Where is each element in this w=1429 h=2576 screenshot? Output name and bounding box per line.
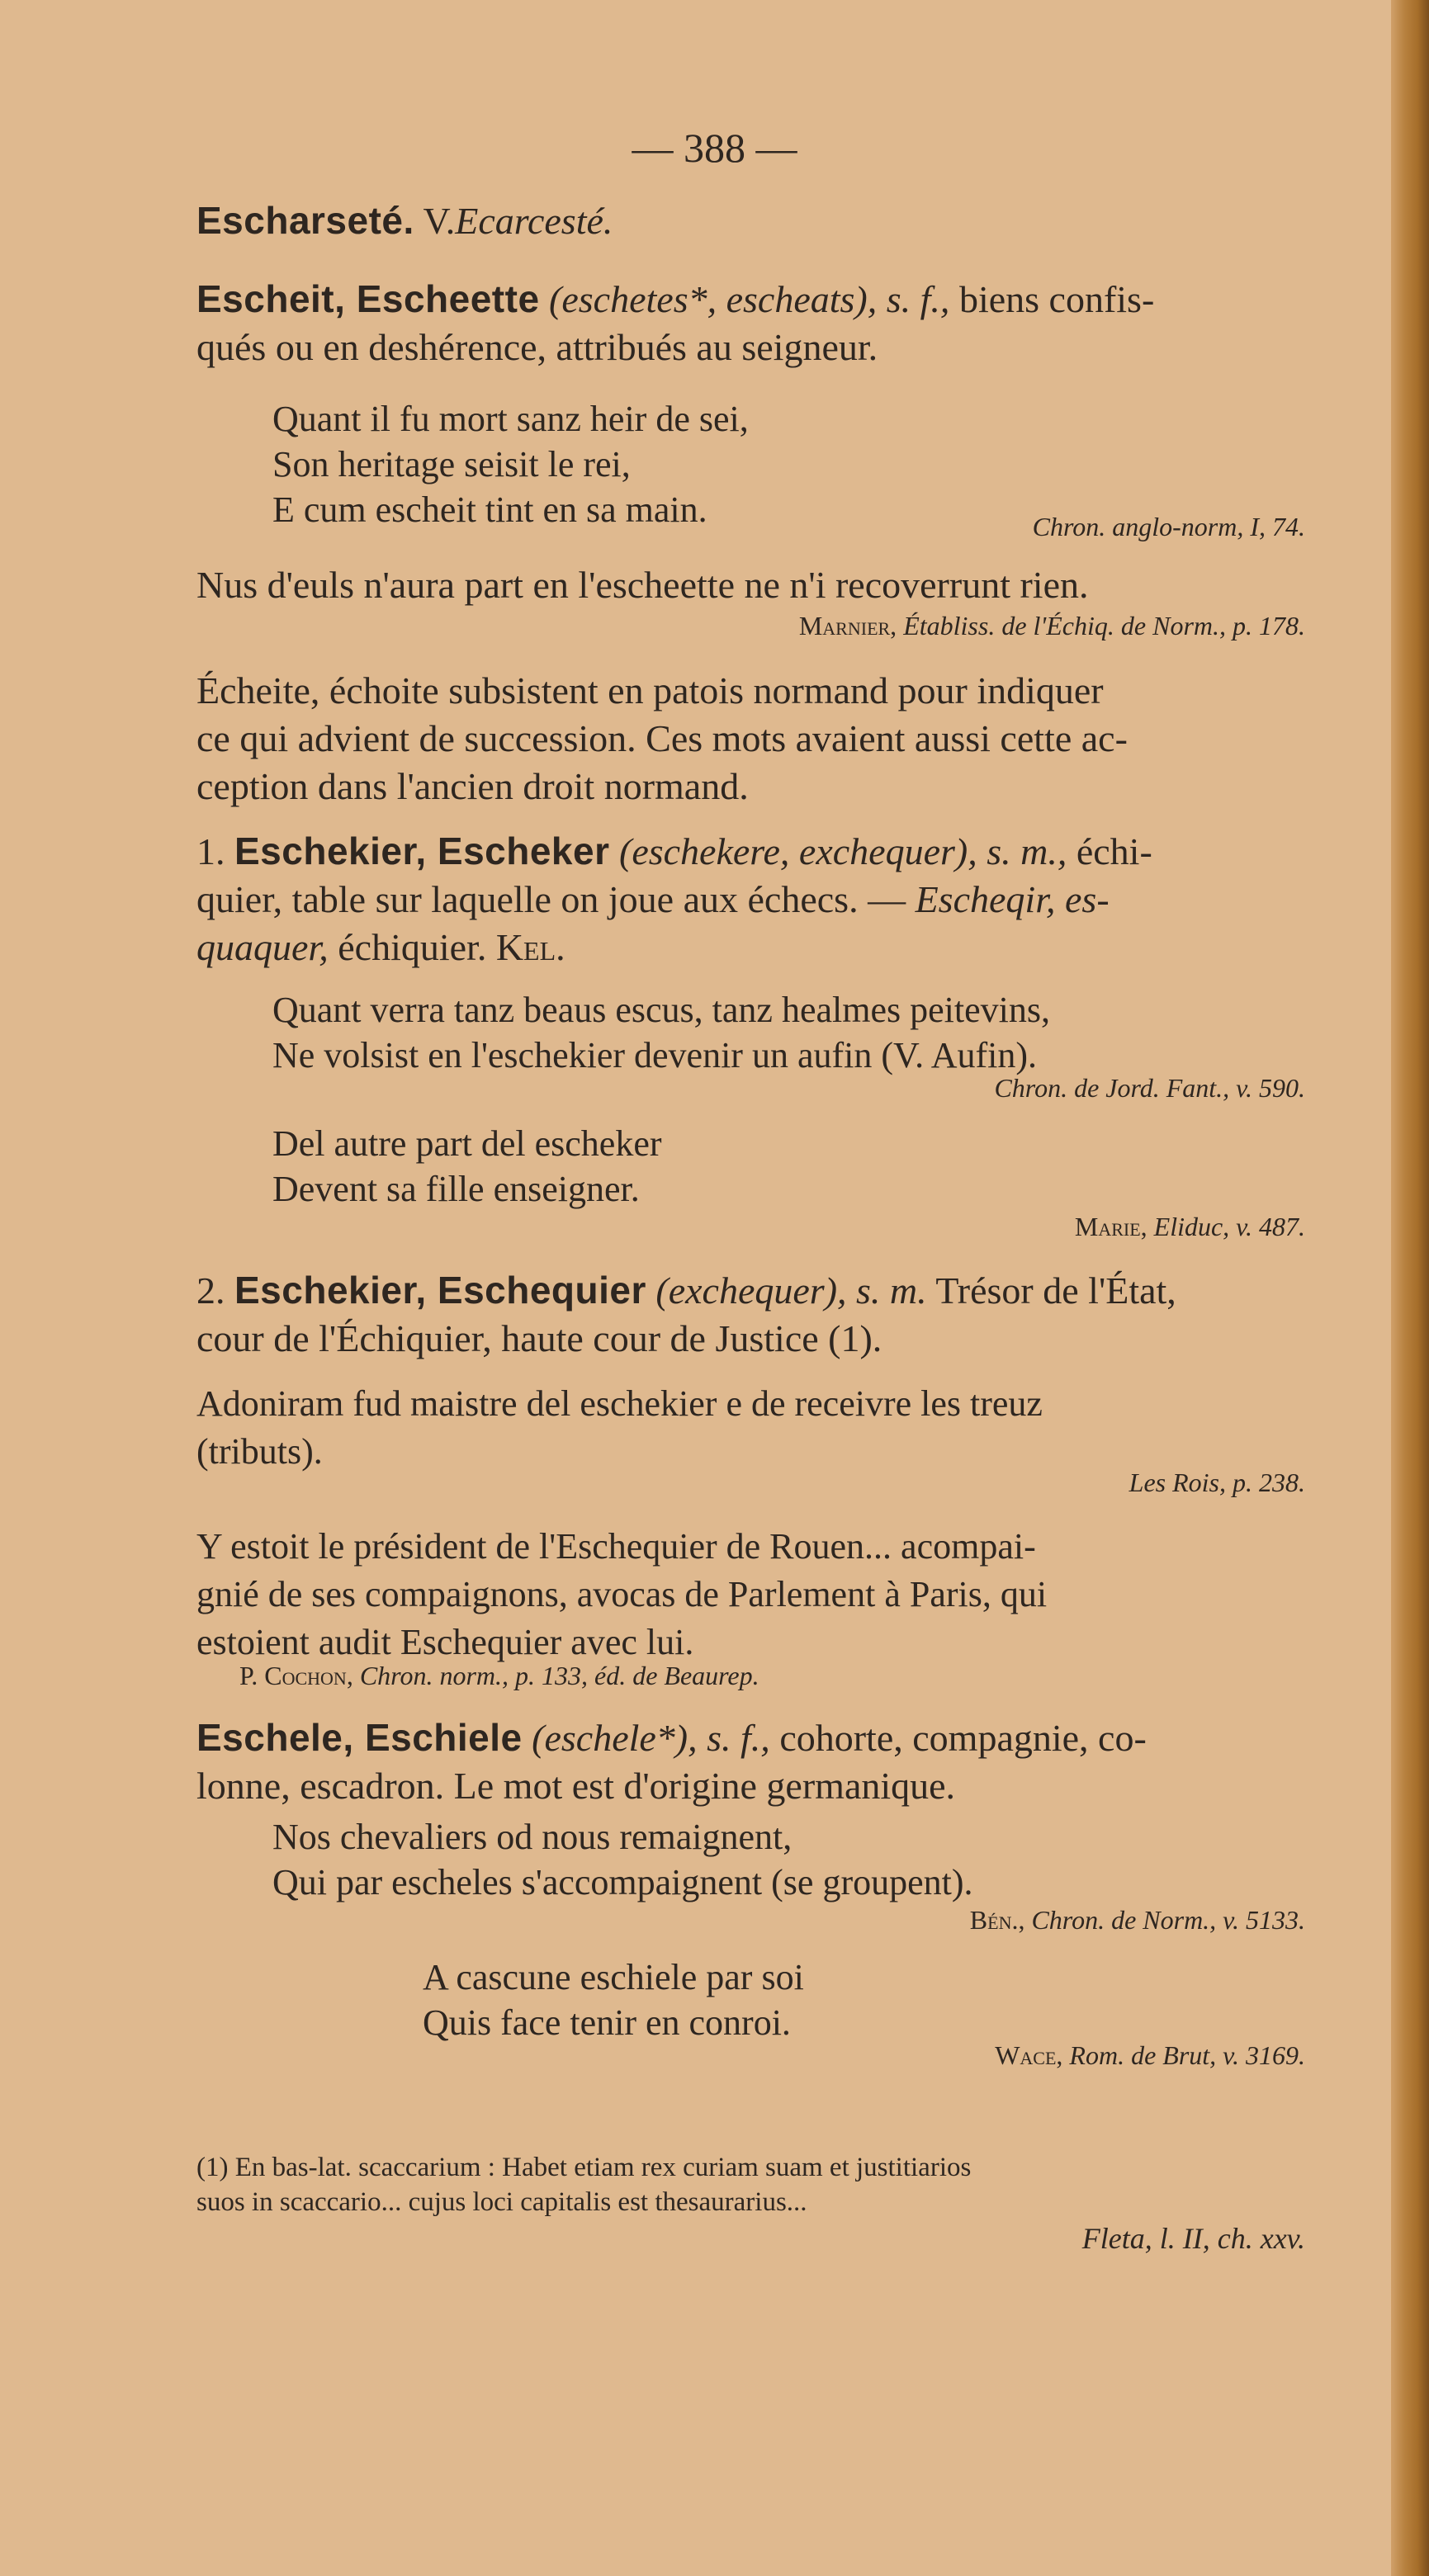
entry-variants: (eschele*), s. f., (532, 1717, 770, 1759)
quote-prose-6 (196, 1523, 1303, 1666)
quote-prose-2 (196, 561, 1303, 609)
entry-headword: Escheit, Escheette (196, 277, 540, 320)
entry-number: 1. (196, 830, 225, 872)
source-author: P. Cochon, (239, 1661, 353, 1690)
quote-source: Chron. anglo-norm, I, 74. (1032, 512, 1305, 541)
footnote-line: suos in scaccario... cujus loci capitalis est thesaurarius... (196, 2187, 807, 2217)
entry-definition-cont: cour de l'Échiquier, haute cour de Justice (1). (196, 1317, 882, 1359)
quote-source (239, 1659, 759, 1692)
entry-author: Kel. (495, 926, 565, 968)
verse-line: Ne volsist en l'eschekier devenir un aufin (V. Aufin). (272, 1035, 1037, 1075)
verse-line: Quis face tenir en conroi. (423, 2002, 791, 2043)
quote-line: (tributs). (196, 1431, 323, 1472)
source-work: Chron. norm., p. 133, éd. de Beaurep. (359, 1661, 759, 1690)
quote-verse-4 (272, 1121, 1304, 1212)
quote-line: Nus d'euls n'aura part en l'escheette ne n'i recoverrunt rien. (196, 564, 1089, 606)
entry-eschekier-1 (196, 827, 1303, 971)
source-work: Chron. de Norm., v. 5133. (1031, 1905, 1305, 1935)
entry-variant-word: Escheqir, es- (915, 878, 1110, 920)
cross-ref: V. (423, 200, 456, 242)
entry-escharsete (196, 196, 1303, 245)
entry-definition-cont: quier, table sur laquelle on joue aux échecs. — (196, 878, 906, 920)
entry-definition: Trésor de l'État, (935, 1269, 1176, 1312)
source-author: Wace, (995, 2040, 1063, 2070)
source-work: Eliduc, v. 487. (1153, 1212, 1305, 1241)
footnote-source: Fleta, l. II, ch. xxv. (1081, 2222, 1305, 2255)
paragraph-line: ce qui advient de succession. Ces mots avaient aussi cette ac- (196, 717, 1128, 759)
quote-source: Chron. de Jord. Fant., v. 590. (994, 1073, 1305, 1103)
quote-source (970, 1903, 1305, 1936)
source-work: Établiss. de l'Échiq. de Norm., p. 178. (903, 611, 1305, 640)
entry-eschekier-2 (196, 1266, 1303, 1363)
entry-headword: Eschekier, Escheker (234, 830, 610, 872)
entry-escheit (196, 275, 1303, 371)
quote-source (1075, 1210, 1305, 1243)
verse-line: Devent sa fille enseigner. (272, 1169, 640, 1209)
entry-number: 2. (196, 1269, 225, 1312)
entry-eschele (196, 1713, 1303, 1810)
footnote-line: (1) En bas-lat. scaccarium : Habet etiam rex curiam suam et justitiarios (196, 2153, 972, 2182)
verse-line: Qui par escheles s'accompaignent (se groupent). (272, 1862, 973, 1902)
verse-line: Nos chevaliers od nous remaignent, (272, 1817, 793, 1857)
quote-line: estoient audit Eschequier avec lui. (196, 1622, 694, 1662)
paragraph-line: Écheite, échoite subsistent en patois normand pour indiquer (196, 669, 1104, 711)
quote-source: Les Rois, p. 238. (1129, 1468, 1305, 1497)
entry-definition: cohorte, compagnie, co- (779, 1717, 1147, 1759)
source-author: Marnier, (798, 611, 897, 640)
quote-line: gnié de ses compaignons, avocas de Parlement à Paris, qui (196, 1574, 1048, 1614)
entry-definition: biens confis- (958, 278, 1155, 320)
quote-source (799, 609, 1305, 642)
entry-definition-cont: lonne, escadron. Le mot est d'origine germanique. (196, 1765, 956, 1807)
entry-headword: Escharseté. (196, 199, 414, 242)
paragraph-line: ception dans l'ancien droit normand. (196, 765, 749, 807)
entry-headword: Eschekier, Eschequier (234, 1269, 646, 1312)
quote-prose-5 (196, 1380, 1303, 1476)
footnote (196, 2150, 1303, 2219)
entry-variants: (exchequer), s. m. (655, 1269, 927, 1312)
entry-definition: échi- (1076, 830, 1152, 872)
source-work: Rom. de Brut, v. 3169. (1069, 2040, 1305, 2070)
paragraph-echeite (196, 667, 1303, 811)
quote-verse-7 (272, 1814, 1304, 1905)
quote-source (995, 2039, 1305, 2072)
source-author: Bén., (969, 1905, 1025, 1935)
verse-line: Son heritage seisit le rei, (272, 444, 631, 484)
entry-variant-word: quaquer, (196, 926, 329, 968)
entry-variants: (eschekere, exchequer), s. m., (619, 830, 1067, 872)
quote-verse-8 (423, 1954, 1429, 2045)
entry-definition-cont: qués ou en deshérence, attribués au seigneur. (196, 326, 878, 368)
verse-line: Quant il fu mort sanz heir de sei, (272, 399, 749, 439)
verse-line: Quant verra tanz beaus escus, tanz healmes peitevins, (272, 990, 1050, 1030)
verse-line: A cascune eschiele par soi (423, 1957, 804, 1997)
entry-definition-cont: échiquier. (338, 926, 487, 968)
quote-line: Y estoit le président de l'Eschequier de Rouen... acompai- (196, 1526, 1036, 1567)
verse-line: Del autre part del escheker (272, 1123, 662, 1164)
quote-verse-3 (272, 987, 1304, 1078)
entry-headword: Eschele, Eschiele (196, 1716, 523, 1759)
quote-line: Adoniram fud maistre del eschekier e de receivre les treuz (196, 1383, 1043, 1424)
page-number: — 388 — (632, 125, 797, 171)
verse-line: E cum escheit tint en sa main. (272, 489, 707, 530)
source-author: Marie, (1074, 1212, 1147, 1241)
entry-variants: (eschetes*, escheats), s. f., (549, 278, 950, 320)
cross-ref-word: Ecarcesté. (455, 200, 613, 242)
